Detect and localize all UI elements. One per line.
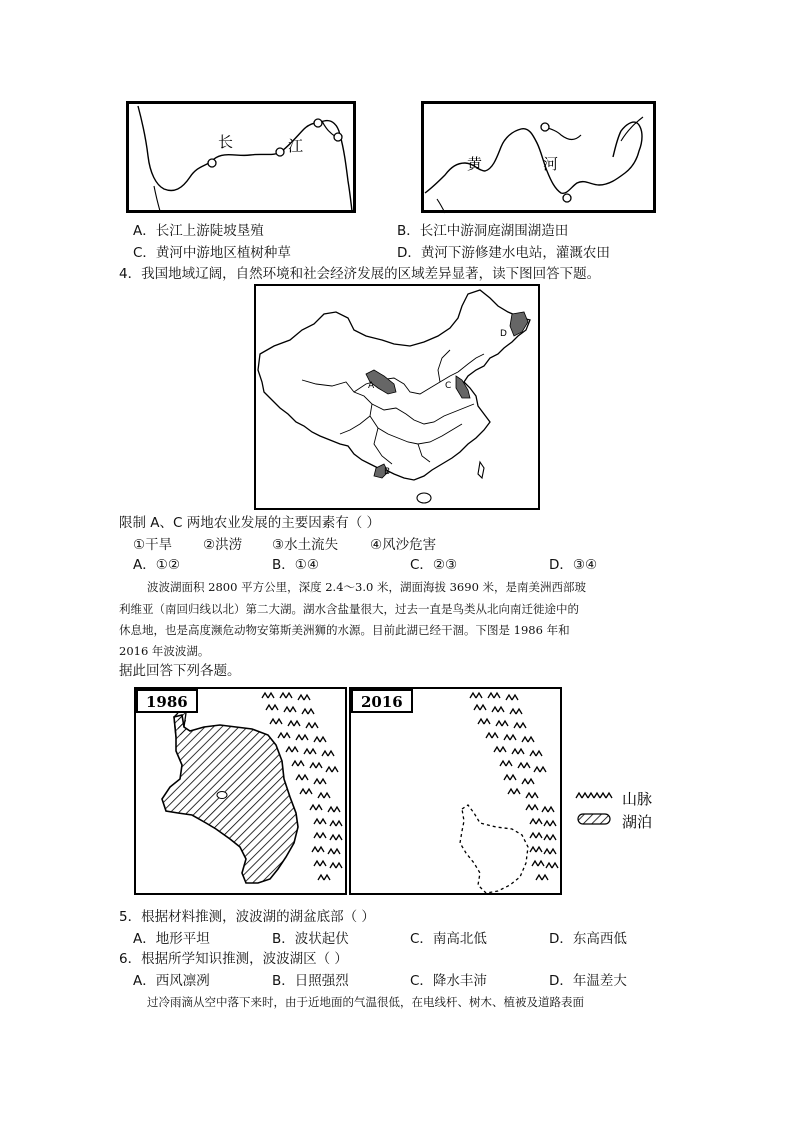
yangtze-map (126, 101, 356, 213)
q4-factor-3: ③水土流失 (272, 537, 339, 553)
q4-stem: 4．我国地域辽阔，自然环境和社会经济发展的区域差异显著，读下图回答下题。 (119, 266, 601, 282)
passage-line-1: 波波湖面积 2800 平方公里，深度 2.4～3.0 米，湖面海拔 3690 米，是南美洲西部玻 (147, 580, 587, 594)
legend-lake-label: 湖泊 (622, 813, 653, 831)
legend-lake-symbol (578, 814, 610, 824)
legend-mountain-label: 山脉 (622, 790, 653, 808)
q4-question: 限制 A、C 两地农业发展的主要因素有（ ） (119, 515, 381, 531)
passage-instruction: 据此回答下列各题。 (119, 663, 241, 679)
q6-option-b: B．日照强烈 (272, 973, 349, 989)
q5-option-b: B．波状起伏 (272, 931, 349, 947)
year-1986-label: 1986 (146, 693, 188, 711)
yellow-river-map (421, 101, 656, 213)
q4-factor-1: ①干旱 (133, 537, 173, 553)
china-map-label-c: C (445, 381, 452, 391)
q3-option-d: D．黄河下游修建水电站，灌溉农田 (397, 245, 610, 261)
q3-option-c: C．黄河中游地区植树种草 (133, 245, 291, 261)
china-map (254, 284, 540, 510)
q4-factor-4: ④风沙危害 (370, 537, 437, 553)
q4-option-a: A．①② (133, 557, 180, 573)
q4-option-d: D．③④ (549, 557, 598, 573)
china-map-label-a: A (368, 381, 375, 391)
yellow-river-label-2: 河 (543, 155, 559, 173)
q5-option-a: A．地形平坦 (133, 931, 210, 947)
passage-line-2: 利维亚（南回归线以北）第二大湖。湖水含盐量很大，过去一直是鸟类从北向南迁徙途中的 (119, 602, 579, 616)
q3-option-a: A．长江上游陡坡垦殖 (133, 223, 264, 239)
legend-mountain-symbol (576, 793, 612, 798)
china-map-label-d: D (500, 329, 507, 339)
passage-line-4: 2016 年波波湖。 (119, 644, 210, 658)
china-map-label-b: B (384, 467, 391, 477)
q5-option-c: C．南高北低 (410, 931, 487, 947)
yangtze-label-1: 长 (218, 133, 234, 151)
q5-option-d: D．东高西低 (549, 931, 627, 947)
q6-option-a: A．西风凛冽 (133, 973, 210, 989)
q4-option-b: B．①④ (272, 557, 319, 573)
yellow-river-label-1: 黄 (467, 155, 483, 173)
q6-option-d: D．年温差大 (549, 973, 627, 989)
tail-passage-line: 过冷雨滴从空中落下来时，由于近地面的气温很低，在电线杆、树木、植被及道路表面 (147, 995, 584, 1009)
q6-stem: 6．根据所学知识推测，波波湖区（ ） (119, 951, 348, 967)
yangtze-label-2: 江 (288, 137, 304, 155)
q3-option-b: B．长江中游洞庭湖围湖造田 (397, 223, 569, 239)
q6-option-c: C．降水丰沛 (410, 973, 487, 989)
q4-factor-2: ②洪涝 (203, 537, 243, 553)
passage-line-3: 休息地，也是高度濒危动物安第斯美洲狮的水源。目前此湖已经干涸。下图是 1986 年和 (119, 623, 570, 637)
year-2016-label: 2016 (361, 693, 403, 711)
q5-stem: 5．根据材料推测，波波湖的湖盆底部（ ） (119, 909, 375, 925)
lake-poopo-figure (134, 687, 674, 899)
q4-option-c: C．②③ (410, 557, 458, 573)
